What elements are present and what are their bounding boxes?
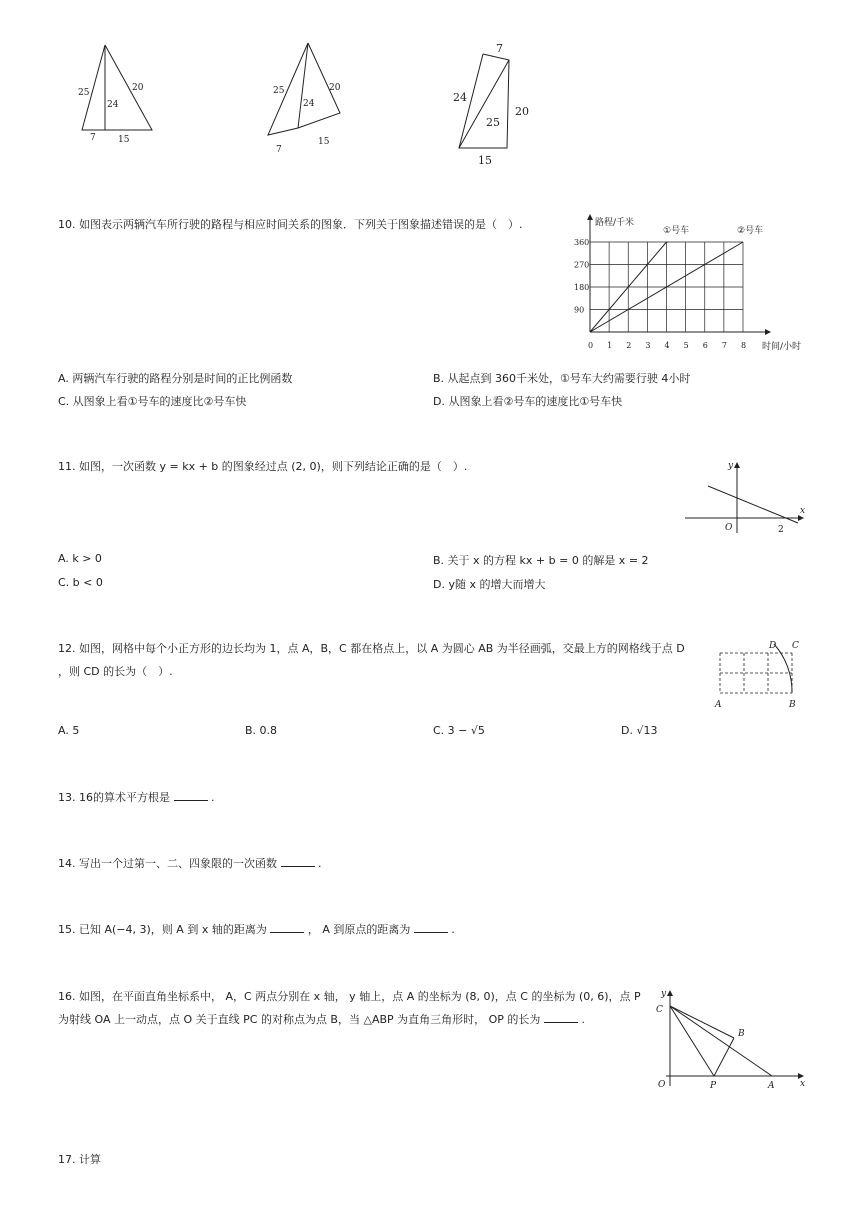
q10-distance-time-chart bbox=[565, 212, 815, 357]
fig3-label-left: 24 bbox=[453, 91, 467, 104]
q10-y-tick-labels bbox=[574, 238, 589, 315]
q11-point-2-label: 2 bbox=[778, 525, 784, 535]
q12-option-c[interactable]: C. 3 − √5 bbox=[433, 724, 485, 737]
q16-label-c: C bbox=[656, 1005, 663, 1015]
q12-stem-line2: ，则 CD 的长为（ ）. bbox=[58, 665, 173, 678]
q10-x-tick-label: 0 bbox=[588, 341, 594, 350]
q11-origin-label: O bbox=[725, 523, 733, 533]
q10-y-axis-label: 路程/千米 bbox=[595, 218, 635, 228]
q10-x-tick-label: 2 bbox=[626, 341, 632, 350]
q14-answer-blank[interactable] bbox=[281, 856, 315, 867]
q10-option-d[interactable]: D. 从图象上看②号车的速度比①号车快 bbox=[433, 395, 623, 408]
q15-text-mid: ， A 到原点的距离为 bbox=[307, 923, 411, 936]
q16-label-p: P bbox=[710, 1081, 717, 1091]
q10-x-axis-arrow bbox=[765, 329, 771, 335]
q16-x-label: x bbox=[800, 1079, 806, 1089]
q15-answer-blank-1[interactable] bbox=[270, 922, 304, 933]
q15-text: 15. 已知 A(−4, 3)，则 A 到 x 轴的距离为 bbox=[58, 923, 267, 936]
q10-x-tick-label: 7 bbox=[721, 341, 727, 350]
q16-label-a: A bbox=[768, 1081, 775, 1091]
fig1-label-h: 24 bbox=[107, 100, 119, 110]
q10-x-tick-label: 5 bbox=[683, 341, 689, 350]
q10-option-c[interactable]: C. 从图象上看①号车的速度比②号车快 bbox=[58, 395, 247, 408]
q12-option-b[interactable]: B. 0.8 bbox=[245, 724, 278, 737]
q10-x-tick-label: 4 bbox=[664, 341, 670, 350]
q15-answer-blank-2[interactable] bbox=[414, 922, 448, 933]
q10-y-tick-label: 360 bbox=[574, 238, 590, 247]
q12-label-d: D bbox=[769, 641, 777, 651]
fig1-label-c: 7 bbox=[90, 133, 96, 143]
q10-x-tick-label: 8 bbox=[741, 341, 747, 350]
fig2-label-a: 25 bbox=[273, 86, 285, 96]
q12-label-c: C bbox=[792, 641, 799, 651]
q16-label-b: B bbox=[738, 1029, 745, 1039]
q14-stem bbox=[58, 856, 322, 872]
q16-stem-line2 bbox=[58, 1012, 585, 1028]
q11-y-label: y bbox=[728, 461, 734, 471]
q10-x-tick-label: 1 bbox=[607, 341, 613, 350]
q10-x-axis-label: 时间/小时 bbox=[762, 342, 802, 352]
q12-option-a[interactable]: A. 5 bbox=[58, 724, 80, 737]
fig2-label-c: 7 bbox=[276, 145, 282, 155]
fig3-label-top: 7 bbox=[496, 42, 503, 55]
q11-x-label: x bbox=[800, 506, 806, 516]
triangle-figure-2 bbox=[260, 38, 360, 158]
q13-stem bbox=[58, 790, 215, 806]
q11-option-a[interactable]: A. k > 0 bbox=[58, 552, 102, 565]
q16-segment-ca bbox=[670, 1006, 772, 1076]
q16-origin-label: O bbox=[658, 1080, 666, 1090]
triangle-figure-1 bbox=[70, 40, 170, 150]
q12-label-a: A bbox=[715, 700, 722, 710]
fig2-label-h: 24 bbox=[303, 99, 315, 109]
fig1-label-d: 15 bbox=[118, 135, 130, 145]
q10-x-tick-label: 6 bbox=[702, 341, 708, 350]
q16-end: . bbox=[581, 1013, 585, 1026]
q16-stem-line1: 16. 如图，在平面直角坐标系中， A，C 两点分别在 x 轴， y 轴上，点 A 的坐标为 (8, 0)，点 C 的坐标为 (0, 6)，点 P bbox=[58, 990, 641, 1003]
q10-series1-label: ①号车 bbox=[663, 226, 690, 236]
q10-y-tick-label: 90 bbox=[574, 305, 585, 315]
q11-linear-function-graph bbox=[680, 458, 810, 538]
q10-x-tick-labels bbox=[588, 341, 746, 350]
q12-label-b: B bbox=[789, 700, 796, 710]
q17-stem: 17. 计算 bbox=[58, 1153, 101, 1166]
q12-arc bbox=[774, 644, 792, 693]
q12-grid-arc-figure bbox=[712, 636, 802, 714]
q11-function-line bbox=[708, 486, 798, 523]
q11-option-b[interactable]: B. 关于 x 的方程 kx + b = 0 的解是 x = 2 bbox=[433, 554, 649, 567]
q10-x-tick-label: 3 bbox=[645, 341, 651, 350]
q10-y-tick-label: 270 bbox=[574, 260, 590, 270]
fig3-label-right: 20 bbox=[515, 105, 529, 118]
q11-option-c[interactable]: C. b < 0 bbox=[58, 576, 103, 589]
q15-stem bbox=[58, 922, 455, 938]
q13-answer-blank[interactable] bbox=[174, 790, 208, 801]
q12-option-d[interactable]: D. √13 bbox=[621, 724, 658, 737]
q16-segment-pb bbox=[714, 1038, 734, 1076]
q16-coordinate-figure bbox=[652, 986, 812, 1096]
q10-option-b[interactable]: B. 从起点到 360千米处，①号车大约需要行驶 4小时 bbox=[433, 372, 691, 385]
quadrilateral-figure-3 bbox=[448, 40, 538, 170]
q16-text: 为射线 OA 上一动点，点 O 关于直线 PC 的对称点为点 B，当 △ABP 为直角三角形时， OP 的长为 bbox=[58, 1013, 541, 1026]
q14-text: 14. 写出一个过第一、二、四象限的一次函数 bbox=[58, 857, 277, 870]
q10-y-tick-label: 180 bbox=[574, 283, 590, 292]
q13-text: 13. 16的算术平方根是 bbox=[58, 791, 170, 804]
q16-y-label: y bbox=[661, 989, 667, 999]
fig2-label-b: 20 bbox=[329, 83, 341, 93]
q12-stem-line1: 12. 如图，网格中每个小正方形的边长均为 1，点 A，B，C 都在格点上，以 A 为圆心 AB 为半径画弧，交最上方的网格线于点 D bbox=[58, 642, 685, 655]
fig3-label-diag: 25 bbox=[486, 116, 500, 129]
q11-stem: 11. 如图，一次函数 y = kx + b 的图象经过点 (2, 0)，则下列结论正确的是（ ）. bbox=[58, 460, 468, 473]
q10-stem: 10. 如图表示两辆汽车所行驶的路程与相应时间关系的图象．下列关于图象描述错误的是（ ）. bbox=[58, 218, 523, 231]
q10-y-axis-arrow bbox=[587, 214, 593, 220]
fig1-label-a: 25 bbox=[78, 88, 90, 98]
q10-series2-label: ②号车 bbox=[737, 226, 764, 236]
fig3-label-bottom: 15 bbox=[478, 154, 492, 167]
q10-option-a[interactable]: A. 两辆汽车行驶的路程分别是时间的正比例函数 bbox=[58, 372, 293, 385]
q13-end: . bbox=[211, 791, 215, 804]
q16-answer-blank[interactable] bbox=[544, 1012, 578, 1023]
q14-end: . bbox=[318, 857, 322, 870]
fig2-label-d: 15 bbox=[318, 137, 330, 147]
fig1-label-b: 20 bbox=[132, 83, 144, 93]
q11-option-d[interactable]: D. y随 x 的增大而增大 bbox=[433, 578, 546, 591]
q15-end: . bbox=[451, 923, 455, 936]
